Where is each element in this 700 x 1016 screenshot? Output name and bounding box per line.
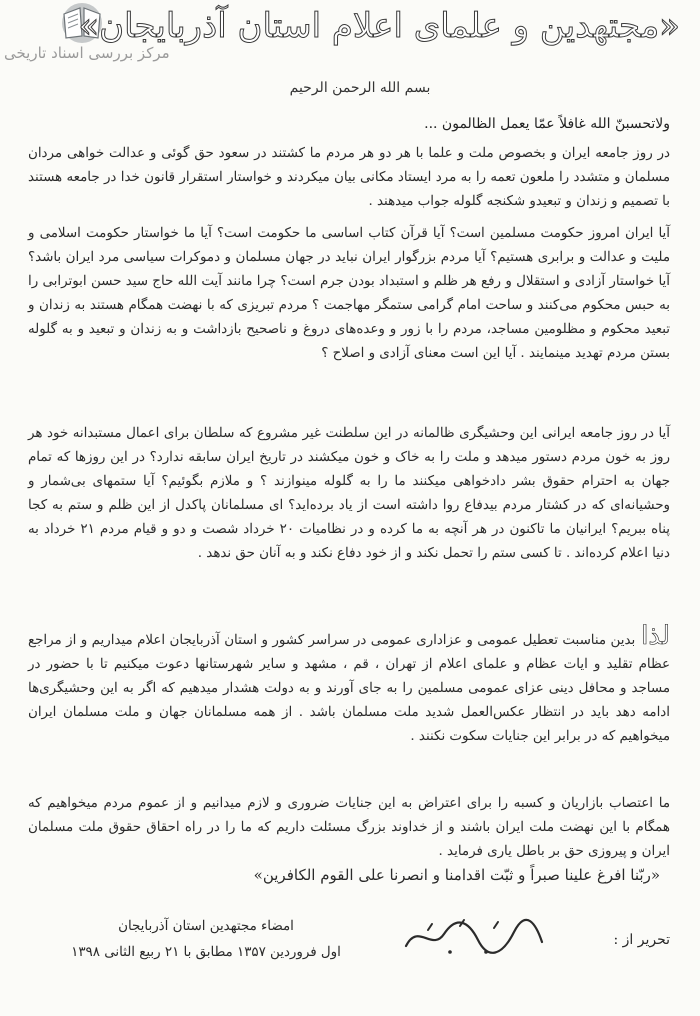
paragraph-4-text: بدین مناسبت تعطیل عمومی و عزاداری عمومی در سراسر کشور و استان آذربایجان اعلام میداریم و از مراجع عظام تقلید و ایات عظام و علمای اعلام از تهران ، قم ، مشهد و سایر شهرستانها دعوت میکنیم تا با حضور در مساجد و محافل دینی عزای عمومی مسلمین را به جای آورند و به دولت هشدار میدهیم که اگر به این وحشیگری‌ها ادامه دهد باید در انتظار عکس‌العمل شدید ملت مسلمان باشد . از همه مسلمانان جهان و ملت مسلمان ایران میخواهیم که در برابر این جنایات سکوت نکنند . [28,633,670,744]
signer-line-1: امضاء مجتهدین استان آذربایجان [118,919,294,934]
paragraph-5: ما اعتصاب بازاریان و کسبه را برای اعتراض به این جنایات ضروری و لازم میدانیم و از عموم مردم میخواهیم که همگام با این نهضت ملت ایران باشند و از خداوند بزرگ مسئلت داریم که ما را در راه احقاق حقوق ملت مسلمان ایران و پیروزی حق بر باطل یاری فرماید . [28,796,670,859]
signer-line-2: اول فروردین ۱۳۵۷ مطابق با ۲۱ ربیع الثانی ۱۳۹۸ [71,945,341,960]
closing-verse: «ربّنا افرغ علینا صبراً و ثبّت اقدامنا و انصرنا علی القوم الکافرین» [253,866,660,884]
signer-block [56,914,356,966]
archive-watermark: مرکز بررسی اسناد تاریخی [4,44,170,62]
bismillah-line: بسم الله الرحمن الرحیم [289,80,431,96]
paragraph-3: آیا در روز جامعه ایرانی این وحشیگری ظالمانه در این سلطنت غیر مشروع که سلطان برای اعمال مستبدانه خود هر روز به خون مردم دستور میدهد و ملت را به خاک و خون میکشند در تاریخ ایران سابقه ندارد؟ در این روزها که تمام جهان به احترام حقوق بشر دادخواهی میکنند ما را به گلوله مینوازند ؟ و ملازم بگوئیم؟ آیا ستمهای بی‌شمار و وحشیانه‌ای که در کشتار مردم بیدفاع روا داشته است از یاد برده‌اید؟ ای مسلمانان پاکدل از این ظلم و ستم به کجا پناه ببریم؟ ایرانیان ما تاکنون در هر آنچه به ما کرده و در نظامیات ۲۰ خرداد شصت و دو و قیام مردم ۲۱ خرداد به دنیا اعلام کرده‌اند . تا کسی ستم را تحمل نکند و از خود دفاع نکند و به آنان حق ندهد . [28,426,670,561]
paragraph-4 [28,621,670,749]
document-title: «مجتهدین و علمای اعلام استان آذربایجان» [78,6,680,46]
paragraph-1: در روز جامعه ایران و بخصوص ملت و علما با هر دو هر مردم ما کشتند در سعود حق گوئی و عدالت خواهی مردان مسلمان و متشدد را ملعون تعمه را به مرد ایستاد مکانی بیان میکردند و خواستار استقرار قانون خدا در جامعه هستند با تصمیم و زندان و تبعیدو شکنجه گلوله جواب میدهند . [28,146,670,209]
opening-verse: ولاتحسبنّ الله غافلاً عمّا یعمل الظالمون ... [424,116,670,132]
signoff-label: تحرير از : [613,932,670,948]
paragraph-2: آیا ایران امروز حکومت مسلمین است؟ آیا قرآن کتاب اساسی ما حکومت است؟ آیا ما خواستار حکومت اسلامی و ملیت و عدالت و برابری هستیم؟ آیا مردم بزرگوار ایران نباید در جهان مسلمان و دموکرات سیاسی مرد ایران باشد؟ آیا خواستار آزادی و استقلال و رفع هر ظلم و استبداد بودن جرم است؟ چرا مانند آیت الله حاج سید حسن ابوترابی را به حبس محکوم می‌کنند و ساحت امام گرامی ستمگر مهاجمت ؟ مردم تبریزی که با نهضت همگام هستند به زندان و تبعید محکوم و مظلومین مساجد، مردم را با زور و وعده‌های دروغ و ناصحیح بازداشت و به زندان و تبعید و به گلوله بستن مردم تهدید مینمایند . آیا این است معنای آزادی و اصلاح ؟ [28,226,670,361]
paragraph-4-lead: لذا [641,621,670,651]
handwritten-signature-icon [398,912,548,962]
